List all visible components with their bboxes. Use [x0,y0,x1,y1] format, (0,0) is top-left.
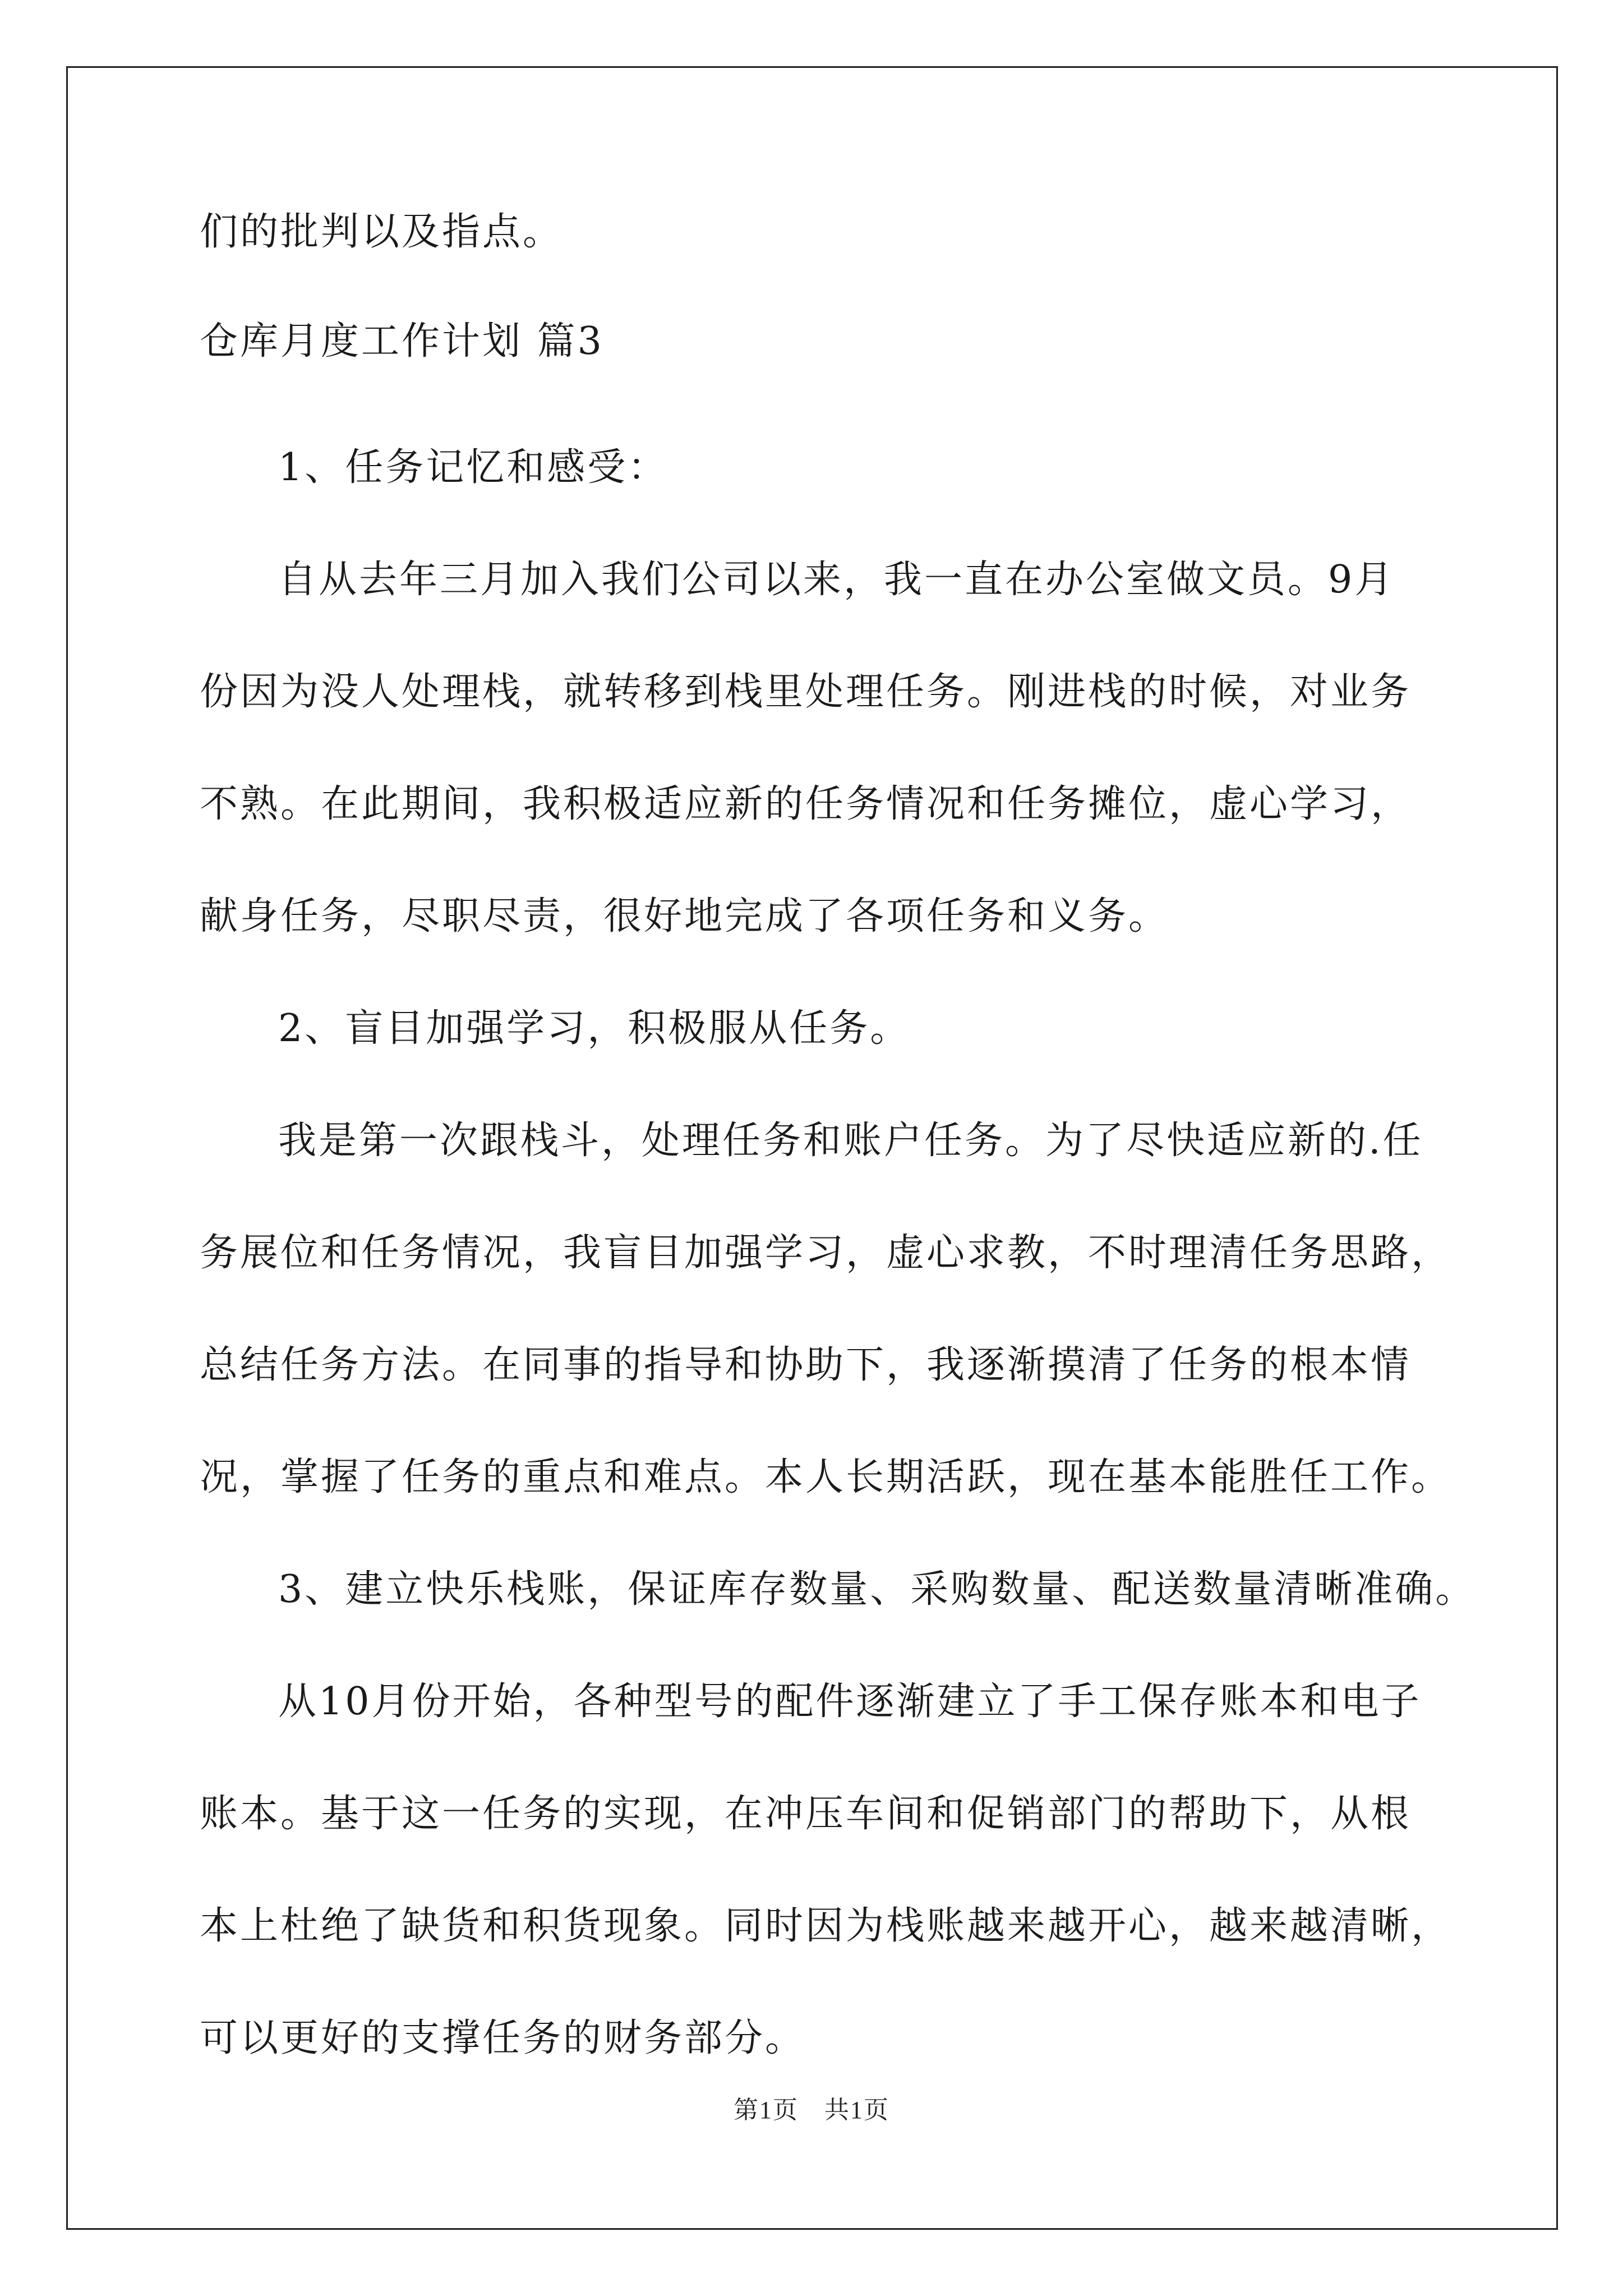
paragraph-line: 从10月份开始，各种型号的配件逐渐建立了手工保存账本和电子 [278,1680,1422,1724]
paragraph-line: 总结任务方法。在同事的指导和协助下，我逐渐摸清了任务的根本情 [200,1343,1412,1387]
item-heading: 1、任务记忆和感受： [278,445,668,490]
paragraph-line: 份因为没人处理栈，就转移到栈里处理任务。刚进栈的时候，对业务 [200,670,1412,714]
paragraph-line: 献身任务，尽职尽责，很好地完成了各项任务和义务。 [200,894,1169,938]
paragraph-line: 务展位和任务情况，我盲目加强学习，虚心求教，不时理清任务思路， [200,1231,1452,1275]
paragraph-line: 账本。基于这一任务的实现，在冲压车间和促销部门的帮助下，从根 [200,1792,1412,1836]
paragraph-line: 况，掌握了任务的重点和难点。本人长期活跃，现在基本能胜任工作。 [200,1455,1452,1499]
item-heading: 3、建立快乐栈账，保证库存数量、采购数量、配送数量清晰准确。 [278,1567,1476,1612]
paragraph-line: 本上杜绝了缺货和积货现象。同时因为栈账越来越开心，越来越清晰， [200,1904,1452,1948]
item-heading: 2、盲目加强学习，积极服从任务。 [278,1006,911,1051]
paragraph-line: 我是第一次跟栈斗，处理任务和账户任务。为了尽快适应新的.任 [278,1119,1423,1163]
paragraph-line: 自从去年三月加入我们公司以来，我一直在办公室做文员。9月 [278,558,1395,602]
section-heading: 仓库月度工作计划 篇3 [200,319,604,364]
paragraph-line: 不熟。在此期间，我积极适应新的任务情况和任务摊位，虚心学习， [200,782,1412,826]
paragraph-line: 们的批判以及指点。 [200,210,564,254]
page-number-footer: 第1页 共1页 [734,2096,889,2124]
paragraph-line: 可以更好的支撑任务的财务部分。 [200,2016,806,2060]
